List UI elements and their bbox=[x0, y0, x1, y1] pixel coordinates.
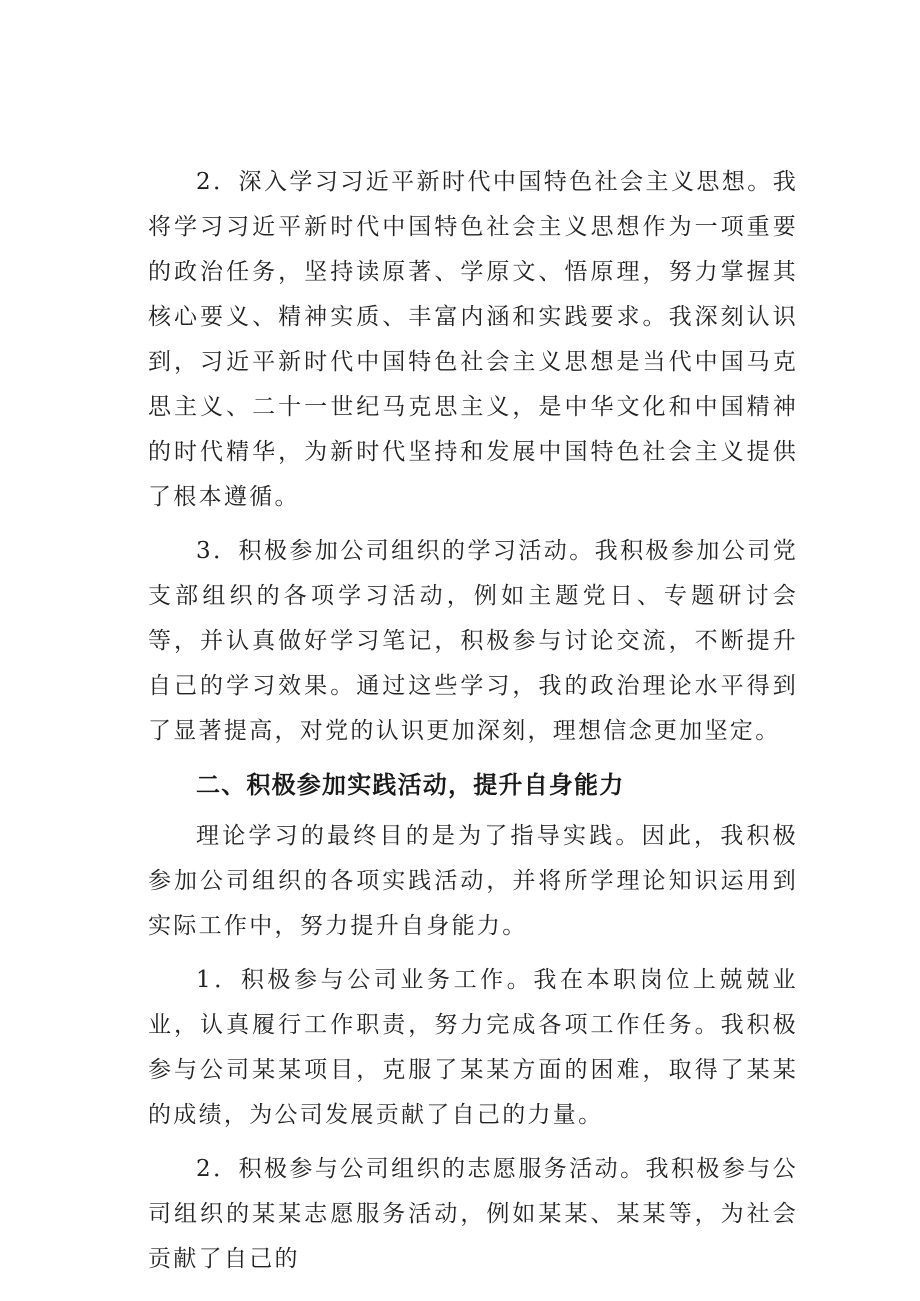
document-body bbox=[148, 160, 798, 1291]
paragraph-volunteer-service: 2．积极参与公司组织的志愿服务活动。我积极参与公司组织的某某志愿服务活动，例如某某、某某等，为社会贡献了自己的 bbox=[148, 1156, 798, 1272]
paragraph-business-work: 1．积极参与公司业务工作。我在本职岗位上兢兢业业，认真履行工作职责，努力完成各项工作任务。我积极参与公司某某项目，克服了某某方面的困难，取得了某某的成绩，为公司发展贡献了自己的力量。 bbox=[148, 967, 798, 1128]
paragraph-study-thought: 2．深入学习习近平新时代中国特色社会主义思想。我将学习习近平新时代中国特色社会主义思想作为一项重要的政治任务，坚持读原著、学原文、悟原理，努力掌握其核心要义、精神实质、丰富内涵和实践要求。我深刻认识到，习近平新时代中国特色社会主义思想是当代中国马克思主义、二十一世纪马克思主义，是中华文化和中国精神的时代精华，为新时代坚持和发展中国特色社会主义提供了根本遵循。 bbox=[148, 169, 798, 510]
paragraph-practice-intro: 理论学习的最终目的是为了指导实践。因此，我积极参加公司组织的各项实践活动，并将所学理论知识运用到实际工作中，努力提升自身能力。 bbox=[148, 823, 798, 939]
section-heading: 二、积极参加实践活动，提升自身能力 bbox=[196, 771, 625, 799]
paragraph-company-study: 3．积极参加公司组织的学习活动。我积极参加公司党支部组织的各项学习活动，例如主题党日、专题研讨会等，并认真做好学习笔记，积极参与讨论交流，不断提升自己的学习效果。通过这些学习，我的政治理论水平得到了显著提高，对党的认识更加深刻，理想信念更加坚定。 bbox=[148, 538, 798, 744]
